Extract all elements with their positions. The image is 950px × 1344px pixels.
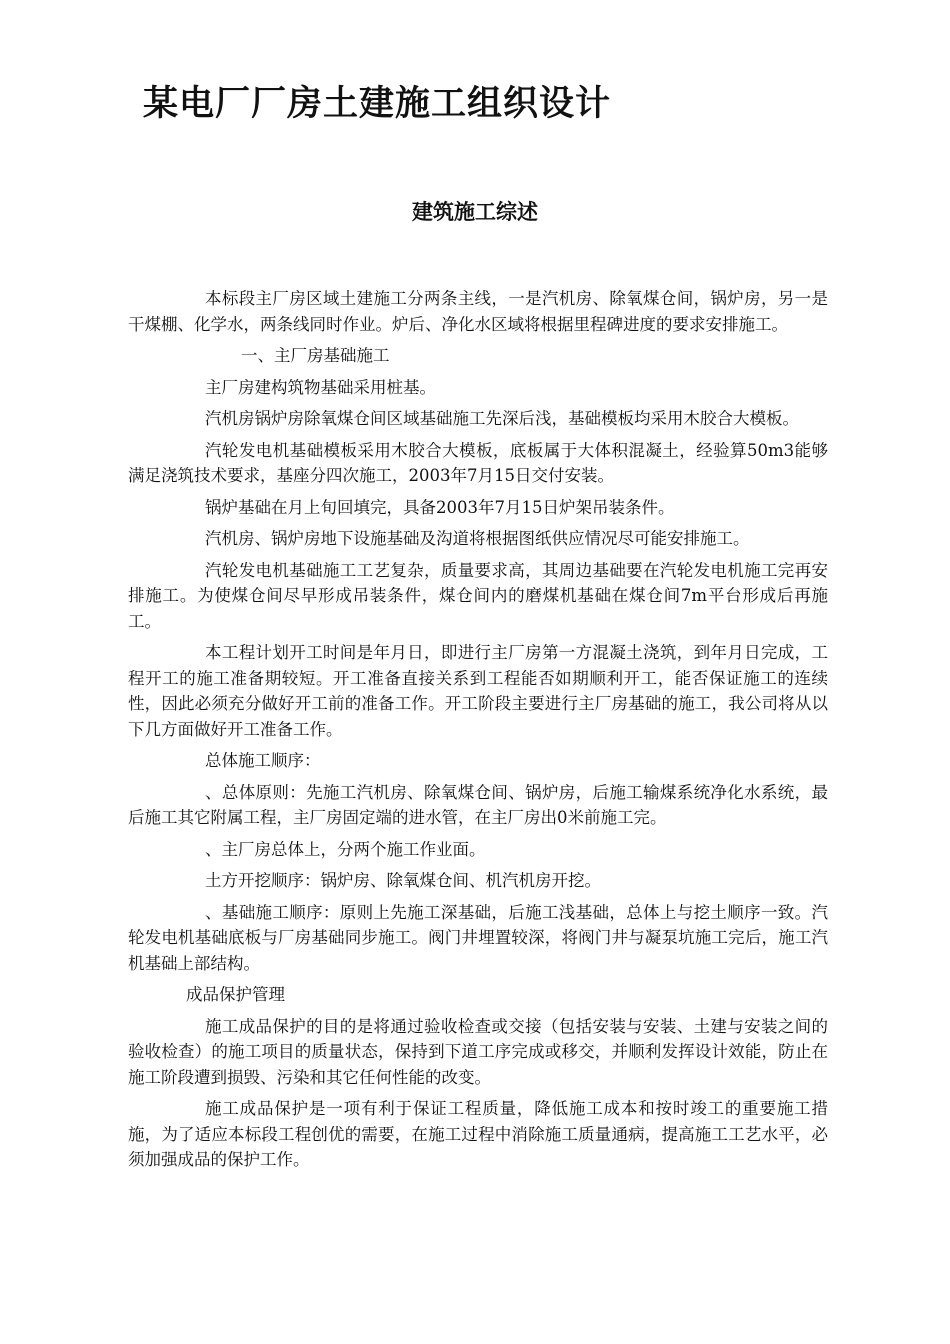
- document-title: 某电厂厂房土建施工组织设计: [143, 84, 612, 124]
- paragraph: 汽轮发电机基础施工工艺复杂，质量要求高，其周边基础要在汽轮发电机施工完再安排施工。为使煤仓间尽早形成吊装条件，煤仓间内的磨煤机基础在煤仓间7m平台形成后再施工。: [128, 560, 828, 631]
- heading-foundation-construction: 一、主厂房基础施工: [241, 346, 390, 365]
- paragraph: 、主厂房总体上，分两个施工作业面。: [205, 839, 486, 859]
- paragraph: 汽机房、锅炉房地下设施基础及沟道将根据图纸供应情况尽可能安排施工。: [205, 529, 750, 548]
- paragraph: 、基础施工顺序：原则上先施工深基础，后施工浅基础，总体上与挖土顺序一致。汽轮发电机基础底板与厂房基础同步施工。阀门井埋置较深，将阀门井与凝泵坑施工完后，施工汽机基础上部结构。: [128, 902, 828, 973]
- paragraph: 锅炉基础在月上旬回填完，具备2003年7月15日炉架吊装条件。: [205, 497, 675, 517]
- paragraph: 本工程计划开工时间是年月日，即进行主厂房第一方混凝土浇筑，到年月日完成，工程开工的施工准备期较短。开工准备直接关系到工程能否如期顺利开工，能否保证施工的连续性，因此必须充分做好开工前的准备工作。开工阶段主要进行主厂房基础的施工，我公司将从以下几方面做好开工准备工作。: [128, 643, 828, 739]
- paragraph: 土方开挖顺序：锅炉房、除氧煤仓间、机汽机房开挖。: [205, 871, 601, 890]
- heading-overall-sequence: 总体施工顺序：: [205, 751, 321, 770]
- paragraph: 施工成品保护的目的是将通过验收检查或交接（包括安装与安装、土建与安装之间的验收检查）的施工项目的质量状态，保持到下道工序完成或移交，并顺利发挥设计效能，防止在施工阶段遭到损毁、污染和其它任何性能的改变。: [128, 1016, 828, 1087]
- paragraph: 、总体原则：先施工汽机房、除氧煤仓间、锅炉房，后施工输煤系统净化水系统，最后施工其它附属工程，主厂房固定端的进水管，在主厂房出0米前施工完。: [128, 782, 828, 827]
- paragraph: 施工成品保护是一项有利于保证工程质量，降低施工成本和按时竣工的重要施工措施，为了适应本标段工程创优的需要，在施工过程中消除施工质量通病，提高施工工艺水平，必须加强成品的保护工作。: [128, 1099, 828, 1169]
- paragraph: 汽轮发电机基础模板采用木胶合大模板，底板属于大体积混凝土，经验算50m3能够满足浇筑技术要求，基座分四次施工，2003年7月15日交付安装。: [128, 440, 828, 485]
- paragraph: 汽机房锅炉房除氧煤仓间区域基础施工先深后浅，基础模板均采用木胶合大模板。: [205, 409, 799, 428]
- paragraph: 主厂房建构筑物基础采用桩基。: [205, 377, 436, 397]
- document-body: [128, 286, 828, 1179]
- paragraph-intro: 本标段主厂房区域土建施工分两条主线，一是汽机房、除氧煤仓间，锅炉房，另一是干煤棚、化学水，两条线同时作业。炉后、净化水区域将根据里程碑进度的要求安排施工。: [128, 289, 828, 334]
- heading-product-protection: 成品保护管理: [186, 985, 285, 1004]
- section-title: 建筑施工综述: [412, 200, 538, 224]
